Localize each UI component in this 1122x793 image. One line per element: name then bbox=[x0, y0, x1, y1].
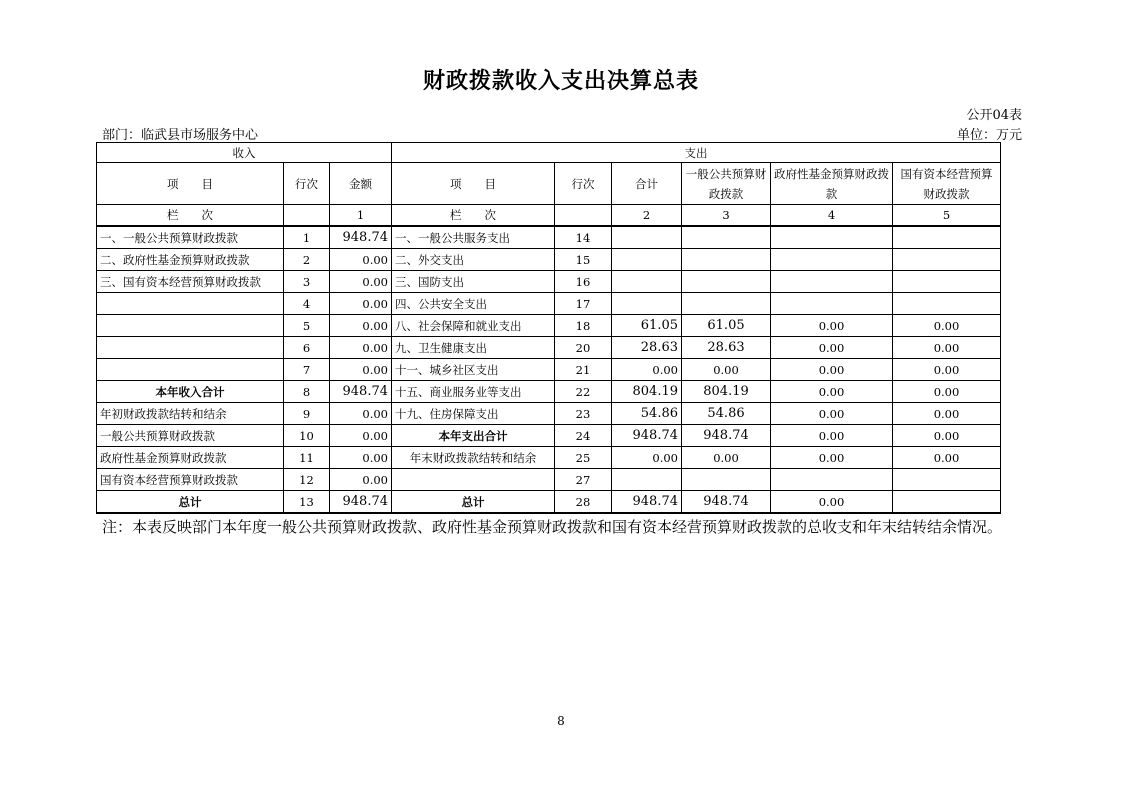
total-cell: 804.19 bbox=[612, 381, 682, 403]
income-row-no-cell: 1 bbox=[284, 226, 330, 249]
expense-row-no-cell: 18 bbox=[555, 315, 612, 337]
general-budget-cell: 54.86 bbox=[682, 403, 771, 425]
state-capital-cell: 0.00 bbox=[893, 403, 1001, 425]
header-row-1 bbox=[97, 143, 1001, 163]
expense-row-no-cell: 17 bbox=[555, 293, 612, 315]
general-budget-cell bbox=[682, 469, 771, 491]
expense-row-no-cell: 21 bbox=[555, 359, 612, 381]
budget-table bbox=[96, 142, 1001, 514]
income-amount-cell: 0.00 bbox=[330, 447, 392, 469]
state-capital-cell bbox=[893, 271, 1001, 293]
general-budget-cell bbox=[682, 271, 771, 293]
state-capital-cell bbox=[893, 293, 1001, 315]
gov-fund-cell bbox=[771, 249, 893, 271]
col-1: 1 bbox=[330, 205, 392, 227]
income-row-no-cell: 8 bbox=[284, 381, 330, 403]
table-row bbox=[97, 469, 1001, 491]
expense-item-cell: 九、卫生健康支出 bbox=[392, 337, 555, 359]
expense-row-no-cell: 22 bbox=[555, 381, 612, 403]
expense-item-cell: 十九、住房保障支出 bbox=[392, 403, 555, 425]
expense-row-no-cell: 16 bbox=[555, 271, 612, 293]
gov-fund-cell: 0.00 bbox=[771, 491, 893, 514]
col-2: 2 bbox=[612, 205, 682, 227]
table-row bbox=[97, 293, 1001, 315]
col-4: 4 bbox=[771, 205, 893, 227]
income-row-no-cell: 13 bbox=[284, 491, 330, 514]
state-capital-cell: 0.00 bbox=[893, 381, 1001, 403]
income-col-label: 栏 次 bbox=[97, 205, 284, 227]
total-cell: 948.74 bbox=[612, 491, 682, 514]
gov-fund-cell bbox=[771, 469, 893, 491]
table-row bbox=[97, 447, 1001, 469]
state-capital-cell: 0.00 bbox=[893, 315, 1001, 337]
income-row-no-cell: 12 bbox=[284, 469, 330, 491]
table-row bbox=[97, 271, 1001, 293]
income-row-no-cell: 11 bbox=[284, 447, 330, 469]
expense-item-cell: 八、社会保障和就业支出 bbox=[392, 315, 555, 337]
expense-row-no-cell: 20 bbox=[555, 337, 612, 359]
income-item-cell: 国有资本经营预算财政拨款 bbox=[97, 469, 284, 491]
gov-fund-cell: 0.00 bbox=[771, 337, 893, 359]
income-amount-cell: 0.00 bbox=[330, 425, 392, 447]
expense-item-header: 项 目 bbox=[392, 163, 555, 205]
state-capital-cell: 0.00 bbox=[893, 447, 1001, 469]
expense-row-no-cell: 28 bbox=[555, 491, 612, 514]
gov-fund-cell: 0.00 bbox=[771, 425, 893, 447]
expense-row-no-cell: 23 bbox=[555, 403, 612, 425]
income-row-no-cell: 2 bbox=[284, 249, 330, 271]
income-item-cell bbox=[97, 337, 284, 359]
expense-header: 支出 bbox=[392, 143, 1001, 163]
expense-row-no-header: 行次 bbox=[555, 163, 612, 205]
expense-item-cell: 四、公共安全支出 bbox=[392, 293, 555, 315]
table-row bbox=[97, 425, 1001, 447]
total-cell bbox=[612, 293, 682, 315]
total-cell: 948.74 bbox=[612, 425, 682, 447]
income-row-no-cell: 7 bbox=[284, 359, 330, 381]
income-header: 收入 bbox=[97, 143, 392, 163]
page-number: 8 bbox=[557, 714, 565, 728]
income-item-cell: 一、一般公共预算财政拨款 bbox=[97, 226, 284, 249]
general-budget-cell: 948.74 bbox=[682, 425, 771, 447]
income-amount-cell: 0.00 bbox=[330, 403, 392, 425]
state-capital-cell bbox=[893, 491, 1001, 514]
general-budget-header: 一般公共预算财政拨款 bbox=[682, 163, 771, 205]
unit-label: 单位：万元 bbox=[956, 128, 1022, 143]
expense-item-cell: 年末财政拨款结转和结余 bbox=[392, 447, 555, 469]
expense-item-cell: 一、一般公共服务支出 bbox=[392, 226, 555, 249]
expense-item-cell: 二、外交支出 bbox=[392, 249, 555, 271]
total-cell bbox=[612, 226, 682, 249]
expense-item-cell: 总计 bbox=[392, 491, 555, 514]
expense-item-cell: 十五、商业服务业等支出 bbox=[392, 381, 555, 403]
general-budget-cell: 804.19 bbox=[682, 381, 771, 403]
income-item-cell: 三、国有资本经营预算财政拨款 bbox=[97, 271, 284, 293]
income-amount-cell: 948.74 bbox=[330, 226, 392, 249]
table-row bbox=[97, 491, 1001, 514]
expense-row-no-cell: 27 bbox=[555, 469, 612, 491]
total-cell: 0.00 bbox=[612, 447, 682, 469]
general-budget-cell bbox=[682, 249, 771, 271]
gov-fund-cell: 0.00 bbox=[771, 447, 893, 469]
table-row bbox=[97, 337, 1001, 359]
page-title: 财政拨款收入支出决算总表 bbox=[422, 68, 699, 94]
income-amount-cell: 0.00 bbox=[330, 315, 392, 337]
general-budget-cell bbox=[682, 293, 771, 315]
expense-item-cell: 本年支出合计 bbox=[392, 425, 555, 447]
income-item-cell: 一般公共预算财政拨款 bbox=[97, 425, 284, 447]
table-row bbox=[97, 249, 1001, 271]
total-header: 合计 bbox=[612, 163, 682, 205]
income-row-no-cell: 3 bbox=[284, 271, 330, 293]
expense-row-no-cell: 24 bbox=[555, 425, 612, 447]
income-row-no-cell: 6 bbox=[284, 337, 330, 359]
gov-fund-cell bbox=[771, 293, 893, 315]
income-amount-cell: 0.00 bbox=[330, 271, 392, 293]
col-5: 5 bbox=[893, 205, 1001, 227]
income-row-no-cell: 10 bbox=[284, 425, 330, 447]
footnote: 注：本表反映部门本年度一般公共预算财政拨款、政府性基金预算财政拨款和国有资本经营预算财政拨款的总收支和年末结转结余情况。 bbox=[102, 518, 1003, 536]
total-cell: 0.00 bbox=[612, 359, 682, 381]
table-row bbox=[97, 403, 1001, 425]
form-number: 公开04表 bbox=[966, 108, 1022, 123]
col-3: 3 bbox=[682, 205, 771, 227]
state-capital-cell: 0.00 bbox=[893, 425, 1001, 447]
total-cell bbox=[612, 271, 682, 293]
state-capital-cell bbox=[893, 249, 1001, 271]
income-amount-header: 金额 bbox=[330, 163, 392, 205]
empty-cell bbox=[284, 205, 330, 227]
table-row bbox=[97, 226, 1001, 249]
income-row-no-header: 行次 bbox=[284, 163, 330, 205]
general-budget-cell: 948.74 bbox=[682, 491, 771, 514]
general-budget-cell bbox=[682, 226, 771, 249]
income-amount-cell: 948.74 bbox=[330, 381, 392, 403]
general-budget-cell: 0.00 bbox=[682, 359, 771, 381]
total-cell: 28.63 bbox=[612, 337, 682, 359]
income-amount-cell: 948.74 bbox=[330, 491, 392, 514]
table-row bbox=[97, 315, 1001, 337]
empty-cell bbox=[555, 205, 612, 227]
general-budget-cell: 61.05 bbox=[682, 315, 771, 337]
expense-item-cell: 十一、城乡社区支出 bbox=[392, 359, 555, 381]
income-item-cell: 二、政府性基金预算财政拨款 bbox=[97, 249, 284, 271]
income-amount-cell: 0.00 bbox=[330, 359, 392, 381]
income-item-cell bbox=[97, 359, 284, 381]
table-row bbox=[97, 381, 1001, 403]
state-capital-cell bbox=[893, 469, 1001, 491]
expense-row-no-cell: 25 bbox=[555, 447, 612, 469]
general-budget-cell: 28.63 bbox=[682, 337, 771, 359]
income-item-cell: 总计 bbox=[97, 491, 284, 514]
state-capital-cell bbox=[893, 226, 1001, 249]
income-item-cell: 年初财政拨款结转和结余 bbox=[97, 403, 284, 425]
income-item-cell bbox=[97, 315, 284, 337]
header-row-3 bbox=[97, 205, 1001, 227]
income-amount-cell: 0.00 bbox=[330, 293, 392, 315]
income-item-header: 项 目 bbox=[97, 163, 284, 205]
expense-item-cell: 三、国防支出 bbox=[392, 271, 555, 293]
state-capital-cell: 0.00 bbox=[893, 359, 1001, 381]
gov-fund-header: 政府性基金预算财政拨款 bbox=[771, 163, 893, 205]
expense-col-label: 栏 次 bbox=[392, 205, 555, 227]
table-body bbox=[97, 226, 1001, 513]
income-amount-cell: 0.00 bbox=[330, 469, 392, 491]
gov-fund-cell: 0.00 bbox=[771, 381, 893, 403]
header-row-2 bbox=[97, 163, 1001, 205]
total-cell: 61.05 bbox=[612, 315, 682, 337]
gov-fund-cell bbox=[771, 271, 893, 293]
income-row-no-cell: 5 bbox=[284, 315, 330, 337]
total-cell bbox=[612, 469, 682, 491]
income-item-cell bbox=[97, 293, 284, 315]
income-amount-cell: 0.00 bbox=[330, 249, 392, 271]
expense-item-cell bbox=[392, 469, 555, 491]
total-cell bbox=[612, 249, 682, 271]
gov-fund-cell bbox=[771, 226, 893, 249]
state-capital-cell: 0.00 bbox=[893, 337, 1001, 359]
expense-row-no-cell: 15 bbox=[555, 249, 612, 271]
gov-fund-cell: 0.00 bbox=[771, 359, 893, 381]
income-row-no-cell: 9 bbox=[284, 403, 330, 425]
gov-fund-cell: 0.00 bbox=[771, 403, 893, 425]
general-budget-cell: 0.00 bbox=[682, 447, 771, 469]
state-capital-header: 国有资本经营预算财政拨款 bbox=[893, 163, 1001, 205]
income-row-no-cell: 4 bbox=[284, 293, 330, 315]
income-item-cell: 政府性基金预算财政拨款 bbox=[97, 447, 284, 469]
table-row bbox=[97, 359, 1001, 381]
income-amount-cell: 0.00 bbox=[330, 337, 392, 359]
expense-row-no-cell: 14 bbox=[555, 226, 612, 249]
total-cell: 54.86 bbox=[612, 403, 682, 425]
gov-fund-cell: 0.00 bbox=[771, 315, 893, 337]
income-item-cell: 本年收入合计 bbox=[97, 381, 284, 403]
department-label: 部门：临武县市场服务中心 bbox=[102, 128, 259, 143]
